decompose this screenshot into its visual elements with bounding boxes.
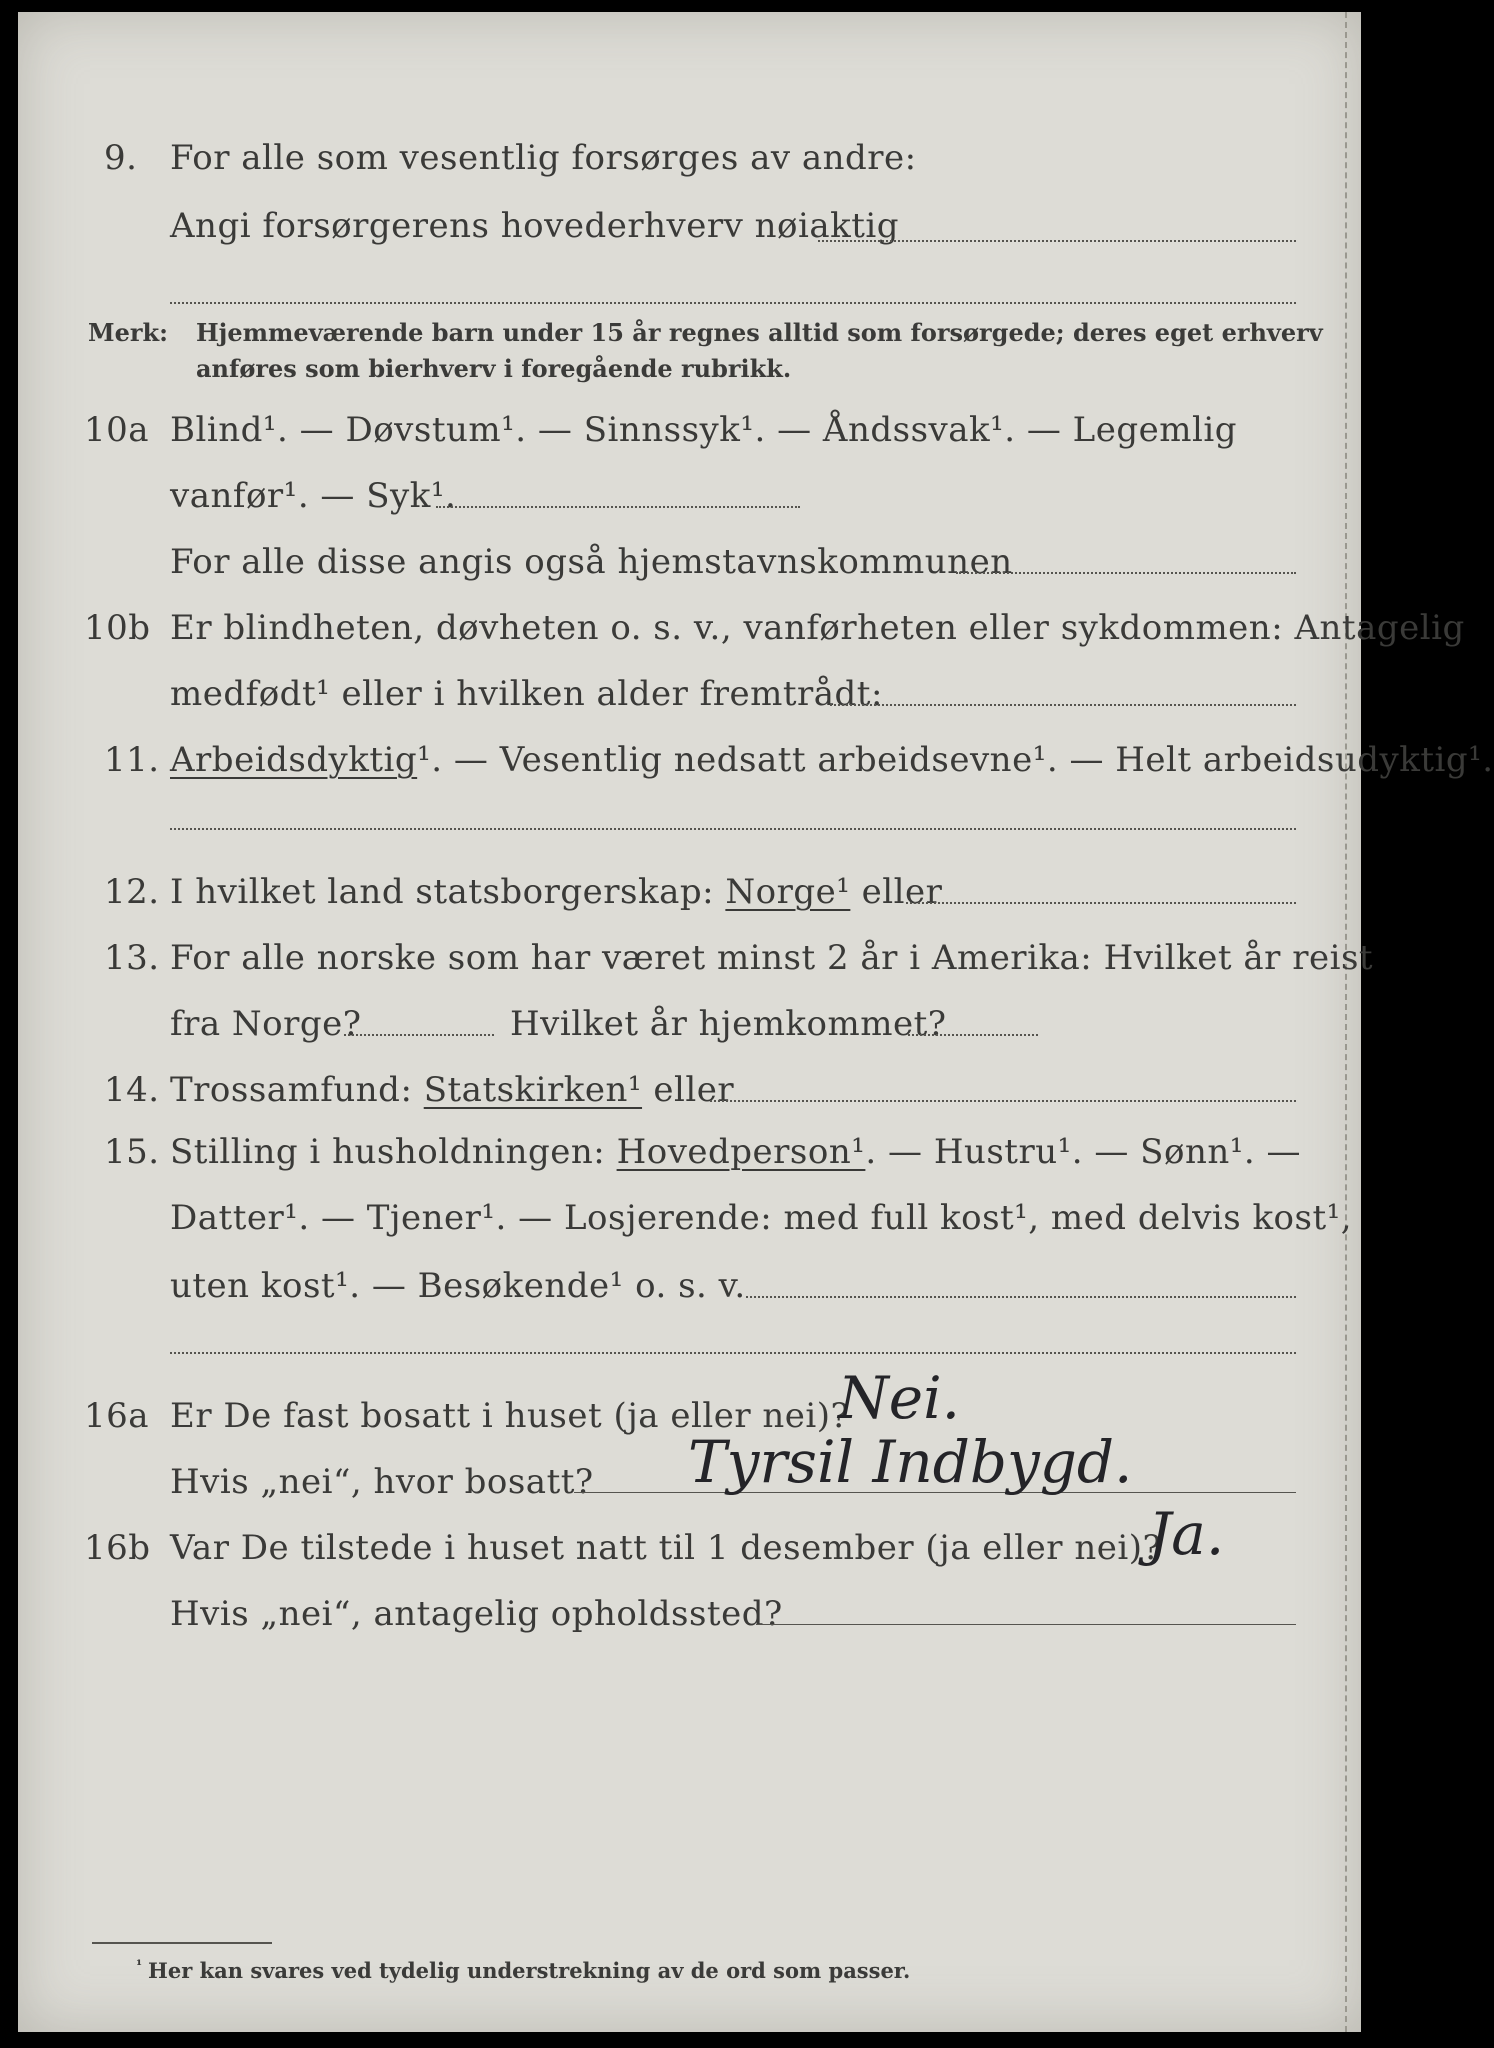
question-text-rest: . — Hustru¹. — Sønn¹. — [865, 1132, 1301, 1172]
question-text: Hvis „nei“, antagelig opholdssted? [170, 1594, 783, 1634]
question-text: Er De fast bosatt i huset (ja eller nei)? [170, 1396, 850, 1436]
question-text [170, 1132, 1301, 1172]
question-number: 16a [84, 1396, 150, 1436]
answer-line[interactable] [710, 1100, 1296, 1102]
answer-line[interactable] [746, 1296, 1296, 1298]
question-number: 16b [84, 1528, 151, 1568]
question-number: 14. [104, 1070, 160, 1110]
question-text: Hvis „nei“, hvor bosatt? [170, 1462, 594, 1502]
answer-line[interactable] [956, 572, 1296, 574]
question-text: uten kost¹. — Besøkende¹ o. s. v. [170, 1266, 746, 1306]
question-text-rest: eller [642, 1070, 735, 1110]
note-text: anføres som bierhverv i foregående rubrikk. [196, 354, 792, 383]
question-number: 10b [84, 608, 151, 648]
footnote-mark: ¹ [136, 1958, 143, 1974]
answer-line[interactable] [170, 302, 1296, 304]
answer-line[interactable] [756, 1624, 1296, 1625]
question-text: Er blindheten, døvheten o. s. v., vanførheten eller sykdommen: Antagelig [170, 608, 1465, 648]
question-text: vanfør¹. — Syk¹. [170, 476, 457, 516]
handwritten-answer: Ja. [1148, 1500, 1225, 1568]
perforation-edge [1345, 12, 1347, 2032]
answer-line[interactable] [170, 828, 1296, 830]
question-text: For alle norske som har været minst 2 år i Amerika: Hvilket år reist [170, 938, 1374, 978]
question-number: 13. [104, 938, 160, 978]
question-text-start: Trossamfund: [170, 1070, 424, 1110]
question-number: 12. [104, 872, 160, 912]
answer-line[interactable] [906, 902, 1296, 904]
question-number: 10a [84, 410, 150, 450]
question-text-start: Stilling i husholdningen: [170, 1132, 617, 1172]
underlined-answer: Arbeidsdyktig [170, 740, 418, 780]
answer-line[interactable] [818, 240, 1296, 242]
answer-line[interactable] [436, 506, 800, 508]
underlined-answer: Norge¹ [725, 872, 851, 912]
question-text [170, 740, 1494, 780]
question-text: Blind¹. — Døvstum¹. — Sinnssyk¹. — Åndssvak¹. — Legemlig [170, 410, 1237, 450]
question-text-rest: ¹. — Vesentlig nedsatt arbeidsevne¹. — Helt arbeidsudyktig¹. [417, 740, 1494, 780]
question-text: medfødt¹ eller i hvilken alder fremtrådt: [170, 674, 883, 714]
answer-line[interactable] [830, 704, 1296, 706]
handwritten-answer: Nei. [838, 1364, 961, 1432]
question-number: 9. [104, 138, 138, 178]
question-number: 11. [104, 740, 160, 780]
handwritten-answer: Tyrsil Indbygd. [688, 1428, 1133, 1496]
question-text: For alle disse angis også hjemstavnskommunen [170, 542, 1013, 582]
question-text: For alle som vesentlig forsørges av andre: [170, 138, 917, 178]
note-text: Hjemmeværende barn under 15 år regnes alltid som forsørgede; deres eget erhverv [196, 318, 1323, 347]
question-text: Hvilket år hjemkommet? [510, 1004, 947, 1044]
question-text-rest: eller [850, 872, 943, 912]
underlined-answer: Statskirken¹ [423, 1070, 643, 1110]
question-text: fra Norge? [170, 1004, 362, 1044]
footnote-rule [92, 1942, 272, 1944]
answer-line[interactable] [344, 1034, 494, 1036]
question-text: Datter¹. — Tjener¹. — Losjerende: med full kost¹, med delvis kost¹, [170, 1198, 1353, 1238]
answer-line[interactable] [170, 1352, 1296, 1354]
form-page [18, 12, 1494, 2032]
question-text-start: I hvilket land statsborgerskap: [170, 872, 726, 912]
footnote-text: Her kan svares ved tydelig understrekning av de ord som passer. [148, 1958, 911, 1983]
underlined-answer: Hovedperson¹ [616, 1132, 866, 1172]
question-text: Angi forsørgerens hovederhverv nøiaktig [170, 206, 900, 246]
question-text [170, 1070, 734, 1110]
answer-line[interactable] [908, 1034, 1038, 1036]
question-number: 15. [104, 1132, 160, 1172]
note-label: Merk: [88, 318, 168, 347]
question-text: Var De tilstede i huset natt til 1 desember (ja eller nei)? [170, 1528, 1162, 1568]
question-text [170, 872, 942, 912]
